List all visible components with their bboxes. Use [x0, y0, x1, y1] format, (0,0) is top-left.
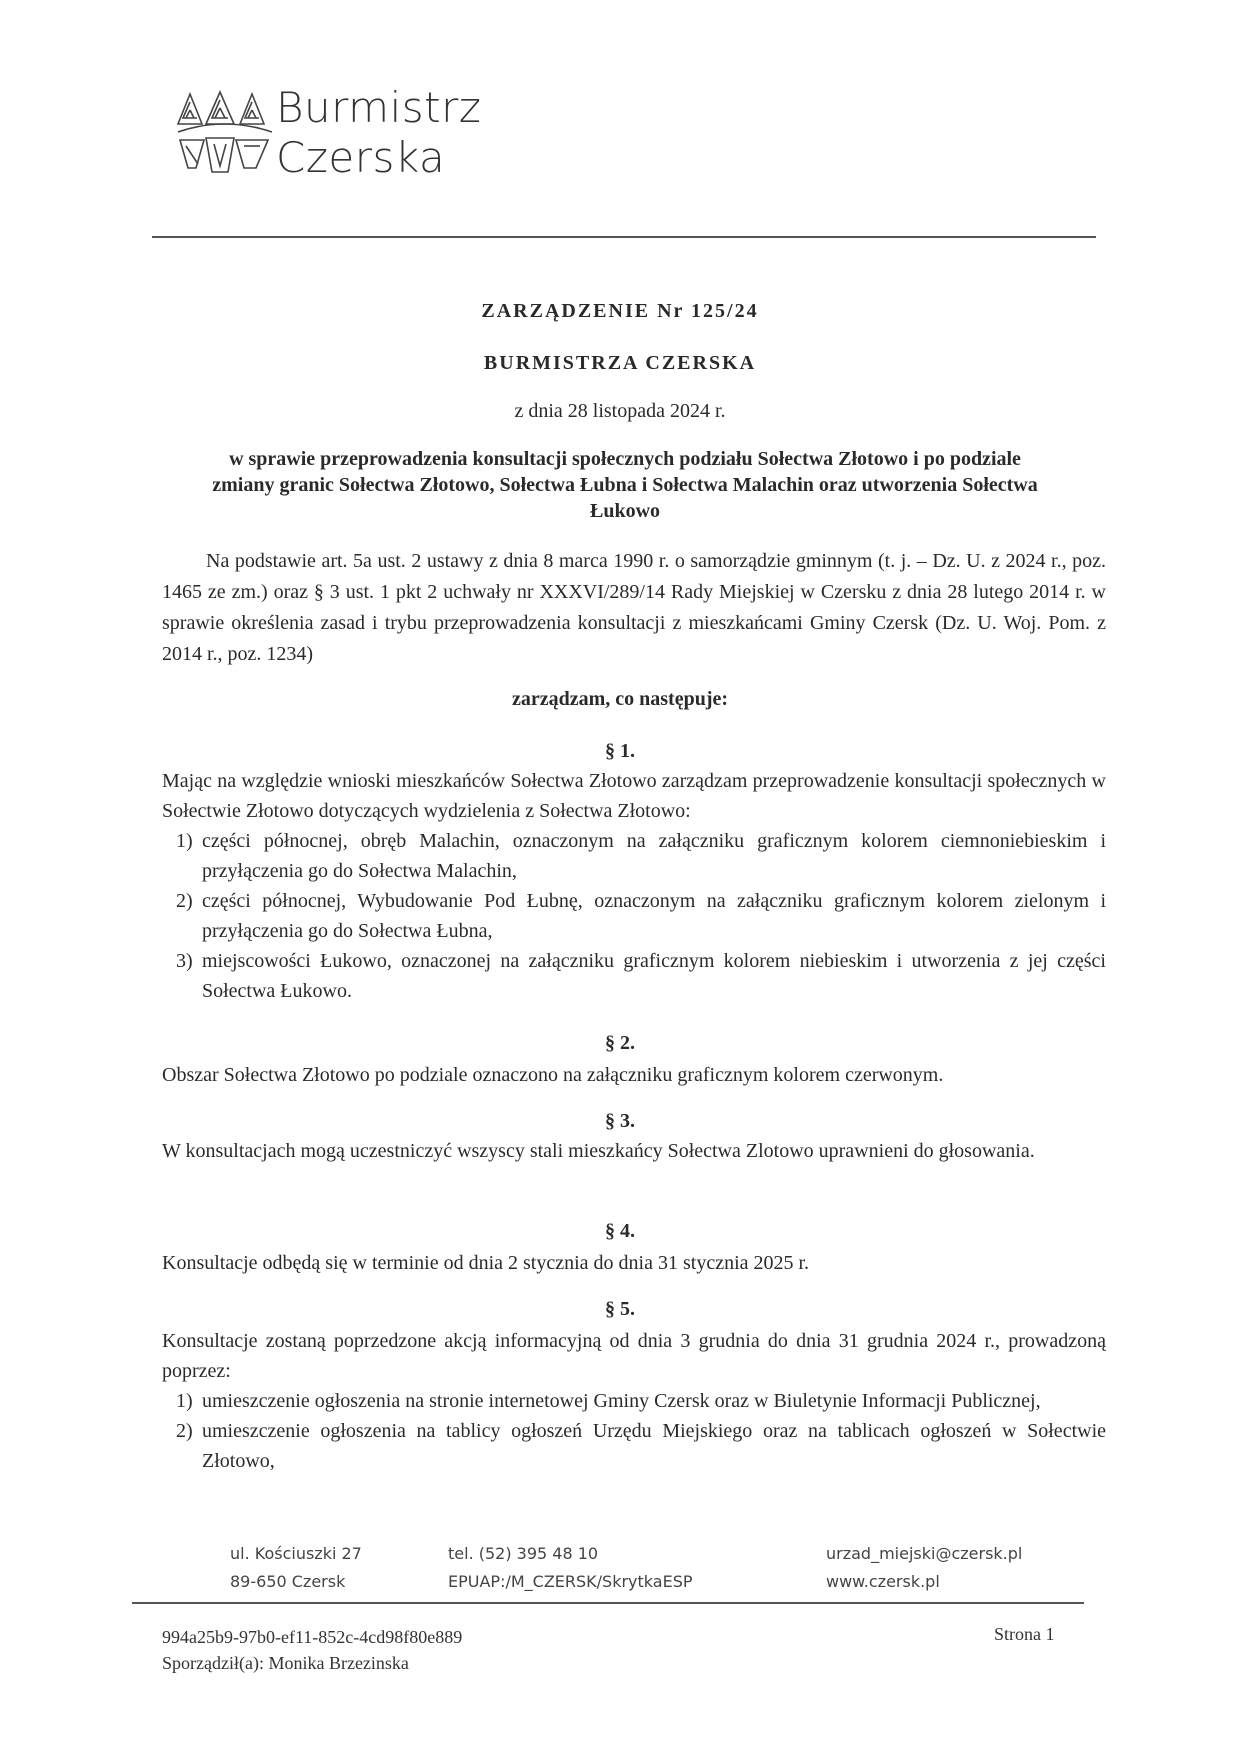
header-divider — [152, 236, 1096, 238]
logo — [176, 82, 496, 182]
paragraph-text — [162, 1060, 1106, 1090]
paragraph-heading: § 5. — [605, 1298, 635, 1320]
list-item-text: umieszczenie ogłoszenia na tablicy ogłoszeń Urzędu Miejskiego oraz na tablicach ogłoszeń w Sołectwie Złotowo, — [202, 1420, 1106, 1472]
subject-line: zmiany granic Sołectwa Złotowo, Sołectwa Łubna i Sołectwa Malachin oraz utworzenia Sołectwa — [212, 474, 1038, 496]
paragraph-text — [162, 1136, 1106, 1166]
address-street: ul. Kościuszki 27 — [230, 1544, 362, 1563]
document-issuer: BURMISTRZA CZERSKA — [483, 352, 757, 374]
email-link[interactable]: urzad_miejski@czersk.pl — [826, 1544, 1023, 1563]
phone-number: tel. (52) 395 48 10 — [448, 1544, 599, 1563]
document-meta — [162, 1624, 462, 1676]
list-item — [176, 946, 1106, 1006]
list-item — [176, 1416, 1106, 1476]
footer-divider — [132, 1602, 1084, 1604]
subject-line: w sprawie przeprowadzenia konsultacji społecznych podziału Sołectwa Złotowo i po podziale — [229, 448, 1021, 470]
list-item — [176, 1386, 1106, 1416]
footer-address — [230, 1540, 362, 1596]
website-link[interactable]: www.czersk.pl — [826, 1572, 940, 1591]
paragraph-list — [176, 826, 1106, 1006]
coat-of-arms-icon — [176, 86, 274, 182]
preamble-text: Na podstawie art. 5a ust. 2 ustawy z dnia 8 marca 1990 r. o samorządzie gminnym (t. j. – Dz. U. z 2024 r., poz. 1465 ze zm.) oraz § 3 ust. 1 pkt 2 uchwały nr XXXVI/289/14 Rady Miejskiej w Czersku z dnia 28 lutego 2014 r. w sprawie określenia zasad i trybu przeprowadzenia konsultacji z mieszkańcami Gminy Czersk (Dz. U. Woj. Pom. z 2014 r., poz. 1234) — [162, 550, 1106, 665]
paragraph-body: W konsultacjach mogą uczestniczyć wszyscy stali mieszkańcy Sołectwa Zlotowo uprawnieni do głosowania. — [162, 1140, 1035, 1162]
list-number: 3) — [176, 950, 193, 972]
list-item-text: części północnej, Wybudowanie Pod Łubnę, oznaczonym na załączniku graficznym kolorem zielonym i przyłączenia go do Sołectwa Łubna, — [202, 890, 1106, 942]
logo-text-line2: Czerska — [276, 133, 446, 182]
preamble — [162, 546, 1106, 670]
document-date: z dnia 28 listopada 2024 r. — [514, 400, 726, 422]
paragraph-body: Konsultacje zostaną poprzedzone akcją informacyjną od dnia 3 grudnia do dnia 31 grudnia 2024 r., prowadzoną poprzez: — [162, 1330, 1106, 1382]
document-title: ZARZĄDZENIE Nr 125/24 — [481, 300, 759, 322]
list-item-text: umieszczenie ogłoszenia na stronie internetowej Gminy Czersk oraz w Biuletynie Informacji Publicznej, — [202, 1390, 1041, 1412]
list-item — [176, 886, 1106, 946]
paragraph-heading: § 3. — [605, 1110, 635, 1132]
list-number: 1) — [176, 1390, 193, 1412]
footer-phone-epuap — [448, 1540, 693, 1596]
paragraph-heading: § 2. — [605, 1032, 635, 1054]
subject-line: Łukowo — [589, 500, 661, 522]
paragraph-text — [162, 766, 1106, 826]
prepared-by: Sporządził(a): Monika Brzezinska — [162, 1653, 409, 1673]
address-city: 89-650 Czersk — [230, 1572, 346, 1591]
list-number: 2) — [176, 1420, 193, 1442]
footer-web — [826, 1540, 1022, 1596]
decree-statement: zarządzam, co następuje: — [511, 688, 729, 710]
page-number: Strona 1 — [994, 1624, 1055, 1644]
paragraph-list — [176, 1386, 1106, 1476]
list-number: 2) — [176, 890, 193, 912]
paragraph-heading: § 1. — [605, 740, 635, 762]
logo-text-line1: Burmistrz — [276, 83, 482, 132]
document-id: 994a25b9-97b0-ef11-852c-4cd98f80e889 — [162, 1627, 463, 1647]
list-item-text: części północnej, obręb Malachin, oznaczonym na załączniku graficznym kolorem ciemnoniebieskim i przyłączenia go do Sołectwa Malachin, — [202, 830, 1106, 882]
paragraph-body: Konsultacje odbędą się w terminie od dnia 2 stycznia do dnia 31 stycznia 2025 r. — [162, 1252, 810, 1274]
list-item-text: miejscowości Łukowo, oznaczonej na załączniku graficznym kolorem niebieskim i utworzenia z jej części Sołectwa Łukowo. — [202, 950, 1106, 1002]
epuap-address: EPUAP:/M_CZERSK/SkrytkaESP — [448, 1572, 693, 1591]
paragraph-text — [162, 1248, 1106, 1278]
list-item — [176, 826, 1106, 886]
paragraph-body: Obszar Sołectwa Złotowo po podziale oznaczono na załączniku graficznym kolorem czerwonym. — [162, 1064, 944, 1086]
paragraph-heading: § 4. — [605, 1220, 635, 1242]
paragraph-body: Mając na względzie wnioski mieszkańców Sołectwa Złotowo zarządzam przeprowadzenie konsultacji społecznych w Sołectwie Złotowo dotyczących wydzielenia z Sołectwa Złotowo: — [162, 770, 1106, 822]
document-subject — [160, 446, 1090, 524]
paragraph-text — [162, 1326, 1106, 1386]
list-number: 1) — [176, 830, 193, 852]
